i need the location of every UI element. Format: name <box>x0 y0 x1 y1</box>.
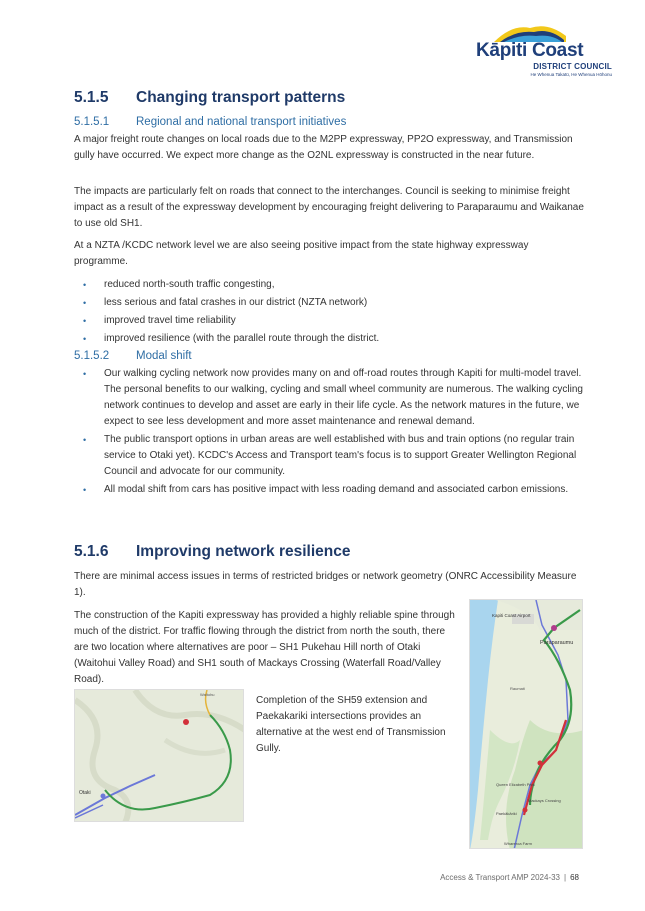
paragraph-expressway-spine: The construction of the Kapiti expressway has provided a highly reliable spine through much of the district. For traffic flowing through the district from north the south, there are two location where alternatives are poor – SH1 Pukehau Hill north of Otaki (Waitohui Valley Road) and SH1 south of Mackays Crossing (Waterfall Road/Valley Road). <box>74 610 455 685</box>
paragraph-freight-routes: A major freight route changes on local roads due to the M2PP expressway, PP2O expressway, and Transmission gully have occurred. We expect more change as the O2NL expressway is constructed in the near future. <box>74 134 573 161</box>
map-label-waitohu: Waitohu <box>200 692 215 697</box>
benefits-list <box>74 277 584 349</box>
map-paraparaumu <box>469 599 583 849</box>
subsection-title: Regional and national transport initiatives <box>136 116 347 128</box>
list-item: • reduced north-south traffic congesting, <box>74 277 584 293</box>
section-number: 5.1.5 <box>74 89 109 106</box>
section-heading-5-1-5 <box>74 89 345 107</box>
page-number: 68 <box>570 873 579 882</box>
list-item: • improved resilience (with the parallel route through the district. <box>74 331 584 347</box>
map-label-qe-park: Queen Elizabeth Park <box>496 782 535 787</box>
list-item: • Our walking cycling network now provides many on and off-road routes through Kapiti for multi-model travel. The personal benefits to our walking, cycling and small wheel community are numerous. The walking cycling network continues to develop and asset are early in their life cycle. As the network matures in the future, we expect to see less development and more asset maintenance and renewal demand. <box>83 368 583 427</box>
map-label-mackays: Mackays Crossing <box>528 798 561 803</box>
modal-shift-list <box>74 366 584 500</box>
paragraph-network-level: At a NZTA /KCDC network level we are also seeing positive impact from the state highway expressway programme. <box>74 240 529 267</box>
bullet-icon: • <box>83 435 87 445</box>
footer-document-title: Access & Transport AMP 2024-33 <box>440 873 561 882</box>
footer-separator: | <box>564 873 567 882</box>
bullet-icon: • <box>83 334 87 344</box>
section-heading-5-1-6 <box>74 543 350 561</box>
bullet-icon: • <box>83 280 87 290</box>
map-otaki-svg <box>75 690 244 822</box>
bullet-icon: • <box>83 485 87 495</box>
bullet-icon: • <box>83 298 87 308</box>
section-number: 5.1.6 <box>74 543 109 560</box>
subsection-title: Modal shift <box>136 350 192 362</box>
logo-tagline: He Whenua Takatū, He Whenua Hōhonu <box>530 72 612 77</box>
map-otaki <box>74 689 244 822</box>
logo-hills-icon <box>494 22 566 42</box>
bullet-icon: • <box>83 316 87 326</box>
paragraph-sh59-extension: Completion of the SH59 extension and Paekakariki intersections provides an alternative at the west end of Transmission Gully. <box>256 695 446 754</box>
list-item: • less serious and fatal crashes in our district (NZTA network) <box>74 295 584 311</box>
paragraph-interchange-impacts: The impacts are particularly felt on roads that connect to the interchanges. Council is seeking to minimise freight impact as a result of the expressway development by encouraging freight delivering to Paraparaumu and Waikanae to use old SH1. <box>74 186 584 229</box>
map-label-paraparaumu: Paraparaumu <box>540 640 574 646</box>
map-label-whareroa: Whareroa Farm <box>504 841 533 846</box>
map-label-airport: Kapiti Coast Airport <box>492 613 531 618</box>
page-footer <box>440 873 579 882</box>
map-label-otaki: Otaki <box>79 790 91 796</box>
map-label-paekakariki: Paekākāriki <box>496 811 517 816</box>
subsection-number: 5.1.5.1 <box>74 116 110 128</box>
subsection-heading-5-1-5-2 <box>74 350 192 362</box>
section-title: Improving network resilience <box>136 543 351 560</box>
logo-name: Kāpiti Coast <box>476 40 584 61</box>
list-item: • All modal shift from cars has positive impact with less roading demand and associated carbon emissions. <box>74 482 584 498</box>
list-item: • improved travel time reliability <box>74 313 584 329</box>
map-label-raumati: Raumati <box>510 686 525 691</box>
subsection-number: 5.1.5.2 <box>74 350 110 362</box>
council-logo <box>476 22 616 86</box>
bullet-icon: • <box>83 369 87 379</box>
section-title: Changing transport patterns <box>136 89 346 106</box>
paragraph-access-issues: There are minimal access issues in terms of restricted bridges or network geometry (ONRC Accessibility Measure 1). <box>74 571 577 598</box>
logo-subtitle: DISTRICT COUNCIL <box>533 62 612 71</box>
subsection-heading-5-1-5-1 <box>74 116 346 128</box>
map-paraparaumu-svg <box>470 600 583 849</box>
list-item: • The public transport options in urban areas are well established with bus and train options (no regular train service to Otaki yet). KCDC's Access and Transport team's focus is to support Greater Wellington Regional Council and advocate for our community. <box>83 434 577 477</box>
